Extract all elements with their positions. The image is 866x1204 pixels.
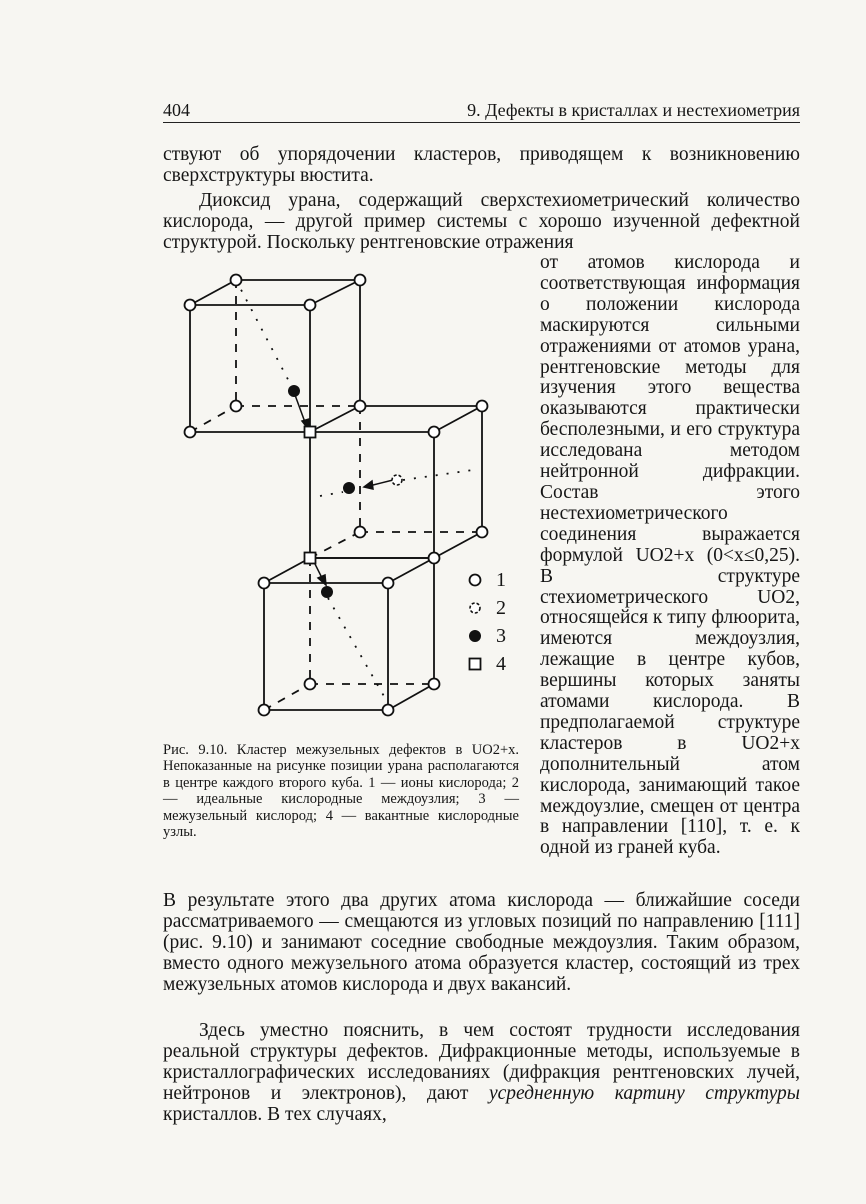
interstitial-oxygen bbox=[288, 385, 355, 598]
paragraph-difficulties-start: Здесь уместно пояснить, в чем состоят трудности исследования реальной структуры дефектов. Дифракционные методы, используемые в кристаллографических исследованиях (дифракция рентгеновских лучей, нейтронов и электронов), дают bbox=[163, 1020, 800, 1105]
legend-label-4: 4 bbox=[496, 653, 506, 675]
oxygen-ions bbox=[185, 275, 488, 716]
top-cube bbox=[190, 280, 360, 432]
legend-symbol-3 bbox=[469, 630, 481, 642]
side-column-text bbox=[540, 253, 800, 859]
paragraph-result: В результате этого два других атома кислорода — ближайшие соседи рассматриваемого — смещаются из угловых позиций по направлению [111] (рис. 9.10) и занимают соседние свободные междоузлия. Таким образом, вместо одного межузельного атома образуется кластер, состоящий из трех межузельных атомов кислорода и двух вакансий. bbox=[163, 890, 800, 996]
legend-label-3: 3 bbox=[496, 625, 506, 647]
figure-caption bbox=[163, 742, 519, 840]
caption-text: Рис. 9.10. Кластер межузельных дефектов в UO2+x. Непоказанные на рисунке позиции урана располагаются в центре каждого второго куба. 1 — ионы кислорода; 2 — идеальные кислородные междоузлия; 3 — межузельный кислород; 4 — вакантные кислородные узлы. bbox=[163, 742, 519, 841]
ideal-interstitial bbox=[392, 475, 402, 485]
emphasized-phrase: усредненную картину структуры bbox=[488, 1083, 801, 1105]
legend-symbol-4 bbox=[470, 659, 481, 670]
legend-symbols bbox=[469, 575, 481, 670]
page-number: 404 bbox=[163, 100, 190, 120]
chapter-title: 9. Дефекты в кристаллах и нестехиометрия bbox=[467, 100, 800, 120]
cluster-diagram bbox=[163, 258, 533, 728]
difficulties-paragraph bbox=[163, 1020, 800, 1125]
legend-label-2: 2 bbox=[496, 597, 506, 619]
figure-9-10 bbox=[163, 258, 533, 728]
legend-label-1: 1 bbox=[496, 569, 506, 591]
paragraph-difficulties bbox=[163, 1020, 800, 1125]
legend-symbol-2 bbox=[470, 603, 480, 613]
legend-symbol-1 bbox=[470, 575, 481, 586]
bottom-cube bbox=[264, 558, 434, 710]
paragraph-uo2-intro: Диоксид урана, содержащий сверхстехиометрический количество кислорода, — другой пример системы с хорошо изученной дефектной структурой. Поскольку рентгеновские отражения bbox=[163, 190, 800, 254]
paragraph-continuation: ствуют об упорядочении кластеров, приводящем к возникновению сверхструктуры вюстита. bbox=[163, 144, 800, 187]
paragraph-side-column: от атомов кислорода и соответствующая информация о положении кислорода маскируются сильными отражениями от атомов урана, рентгеновские методы для изучения этого вещества оказываются практически бесполезными, и его структура исследована методом нейтронной дифракции. Состав этого нестехиометрического соединения выражается формулой UO2+x (0<x≤0,25). В структуре стехиометрического UO2, относящейся к типу флюорита, имеются междоузлия, лежащие в центре кубов, вершины которых заняты атомами кислорода. В предполагаемой структуре кластеров в UO2+x дополнительный атом кислорода, занимающий такое междоузлие, смещен от центра в направлении [110], т. е. к одной из граней куба. bbox=[540, 252, 800, 859]
result-paragraph bbox=[163, 890, 800, 995]
running-header bbox=[163, 98, 800, 123]
uranium-dioxide-paragraph bbox=[163, 190, 800, 253]
top-paragraph bbox=[163, 144, 800, 186]
paragraph-difficulties-end: кристаллов. В тех случаях, bbox=[163, 1104, 387, 1126]
